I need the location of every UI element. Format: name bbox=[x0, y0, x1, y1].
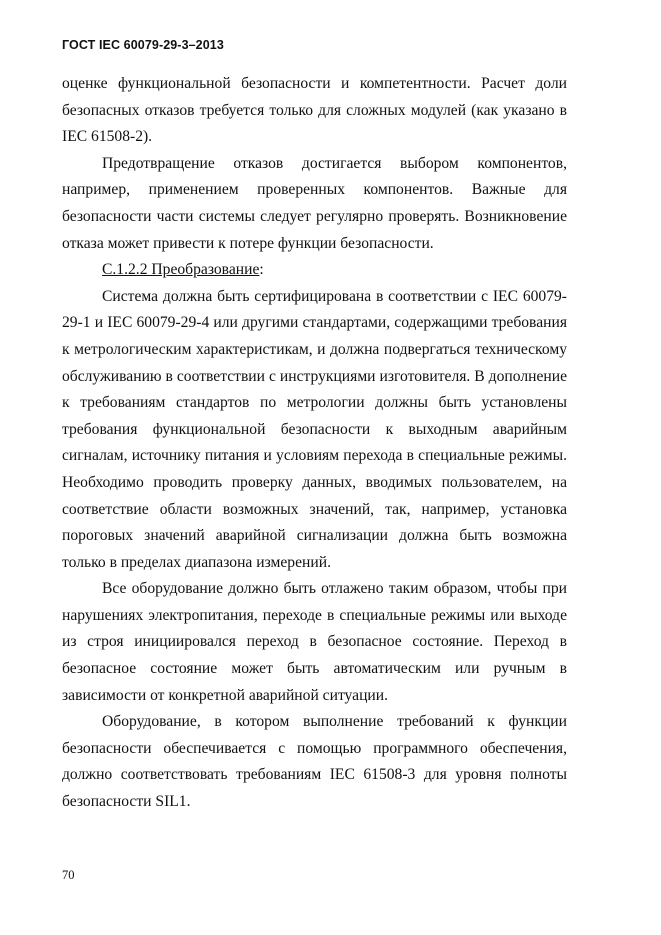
document-body bbox=[62, 71, 567, 816]
paragraph-failure-prevention: Предотвращение отказов достигается выбором компонентов, например, применением проверенных компонентов. Важные для безопасности части системы следует регулярно проверять. Возникновение отказа может привести к потере функции безопасности. bbox=[62, 154, 567, 252]
paragraph-continuation: оценке функциональной безопасности и компетентности. Расчет доли безопасных отказов требуется только для сложных модулей (как указано в IEC 61508-2). bbox=[62, 75, 567, 146]
document-header: ГОСТ IEC 60079-29-3–2013 bbox=[62, 38, 224, 52]
paragraph-safe-state: Все оборудование должно быть отлажено таким образом, чтобы при нарушениях электропитания, переходе в специальные режимы или выходе из строя инициировался переход в безопасное состояние. Переход в безопасное состояние может быть автоматическим или ручным в зависимости от конкретной аварийной ситуации. bbox=[62, 580, 567, 704]
paragraph-certification: Система должна быть сертифицирована в соответствии с IEC 60079-29-1 и IEC 60079-29-4 или другими стандартами, содержащими требования к метрологическим характеристикам, и должна подвергаться техническому обслуживанию в соответствии с инструкциями изготовителя. В дополнение к требованиям стандартов по метрологии должны быть установлены требования функциональной безопасности к выходным аварийным сигналам, источнику питания и условиям перехода в специальные режимы. Необходимо проводить проверку данных, вводимых пользователем, на соответствие области возможных значений, так, например, установка пороговых значений аварийной сигнализации должна быть возможна только в пределах диапазона измерений. bbox=[62, 287, 567, 571]
subsection-heading-title: С.1.2.2 Преобразование bbox=[102, 261, 260, 279]
paragraph-software-requirements: Оборудование, в котором выполнение требований к функции безопасности обеспечивается с помощью программного обеспечения, должно соответствовать требованиям IEC 61508-3 для уровня полноты безопасности SIL1. bbox=[62, 713, 567, 811]
subsection-heading-colon: : bbox=[259, 261, 264, 279]
subsection-heading bbox=[62, 257, 567, 284]
page-number: 70 bbox=[62, 868, 75, 882]
